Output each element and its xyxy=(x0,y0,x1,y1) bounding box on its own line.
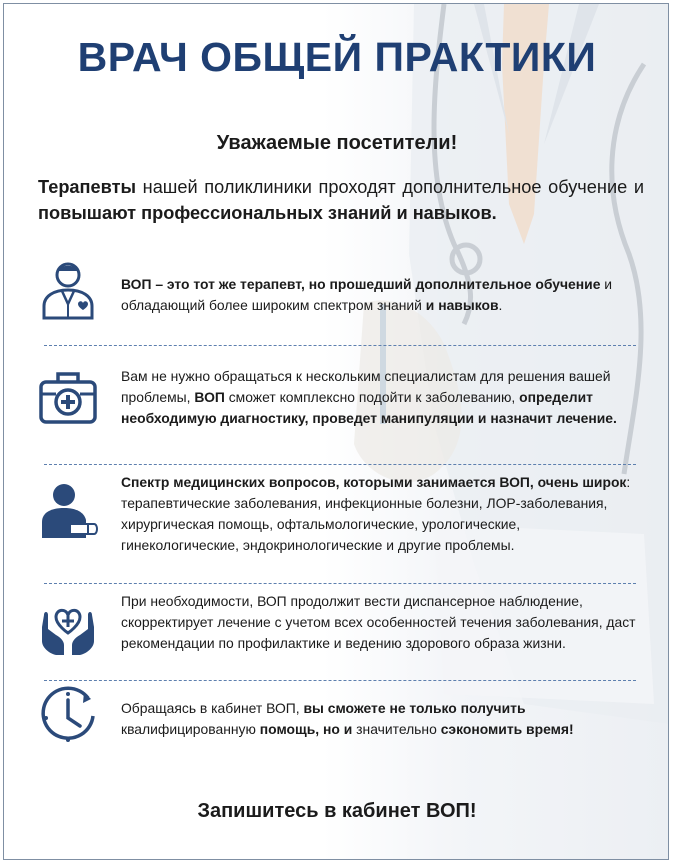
separator xyxy=(44,680,636,681)
greeting: Уважаемые посетители! xyxy=(216,132,458,154)
caring-hands-icon xyxy=(38,597,98,657)
section-save-time-text: Обращаясь в кабинет ВОП, вы сможете не только получить квалифицированную помощь, но и значительно сэкономить время! xyxy=(121,700,574,737)
section-first-aid-text: Вам не нужно обращаться к нескольким специалистам для решения вашей проблемы, ВОП сможет комплексно подойти к заболеванию, определит необходимую диагностику, проведет манипуляции и назначит лечение. xyxy=(121,368,617,426)
clock-icon xyxy=(38,686,98,746)
intro-bold-2: повышают профессиональных знаний и навыков. xyxy=(38,203,497,223)
patient-icon xyxy=(38,480,98,540)
section-doctor-text: ВОП – это тот же терапевт, но прошедший дополнительное обучение и обладающий более широким спектром знаний и навыков. xyxy=(121,276,613,313)
first-aid-kit-icon xyxy=(38,366,98,426)
intro-paragraph xyxy=(38,174,644,226)
separator xyxy=(44,345,636,346)
section-scope xyxy=(18,470,644,580)
section-follow-up xyxy=(18,589,644,679)
poster xyxy=(3,3,669,860)
section-save-time xyxy=(18,686,644,756)
poster-title: ВРАЧ ОБЩЕЙ ПРАКТИКИ xyxy=(77,34,597,80)
section-first-aid xyxy=(18,360,644,460)
separator xyxy=(44,583,636,584)
doctor-icon xyxy=(38,260,98,320)
footer-call-to-action: Запишитесь в кабинет ВОП! xyxy=(197,800,477,822)
separator xyxy=(44,464,636,465)
section-scope-text: Спектр медицинских вопросов, которыми занимается ВОП, очень широк: терапевтические заболевания, инфекционные болезни, ЛОР-заболевания, хирургическая помощь, офтальмологические, урологические, гинекологические, эндокринологические и другие проблемы. xyxy=(121,474,631,553)
section-doctor xyxy=(18,258,644,328)
section-follow-up-text: При необходимости, ВОП продолжит вести диспансерное наблюдение, скорректирует лечение с учетом всех особенностей течения заболевания, даст рекомендации по профилактике и ведению здорового образа жизни. xyxy=(121,593,636,651)
intro-text: нашей поликлиники проходят дополнительное обучение и xyxy=(136,177,644,197)
intro-bold-1: Терапевты xyxy=(38,177,137,197)
